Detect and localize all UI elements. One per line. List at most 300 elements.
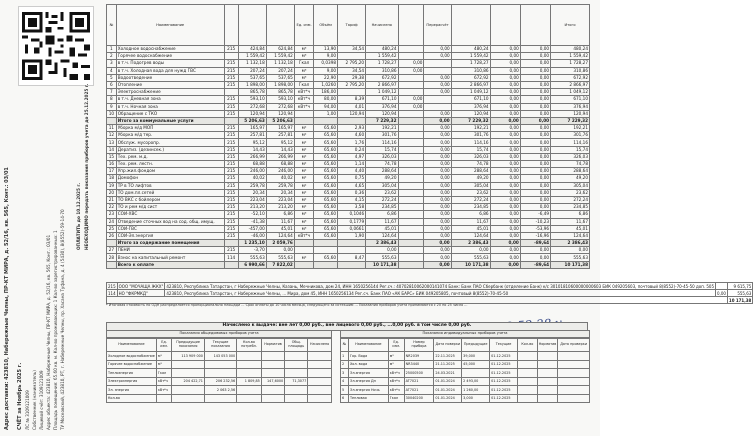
table-cell (338, 247, 366, 254)
table-cell (204, 394, 236, 403)
table-cell: 0,00 (520, 182, 550, 189)
table-cell: 305,04 (451, 182, 490, 189)
table-cell: -89,64 (520, 261, 550, 268)
table-cell: 165,97 (266, 125, 294, 132)
footnotes: * Итоговая стоимость по ОДН распределяется пропорционально площади ... Срок оплаты до 10 числа месяца, следующего за истекшим ... Показания приборов учета принимаются с 20 по 25 число ... (106, 303, 468, 307)
table-cell: 14,43 (266, 146, 294, 153)
table-cell: м² (294, 132, 313, 139)
table-cell: 215 (224, 103, 238, 110)
table-cell: 0,00 (490, 218, 520, 225)
table-cell: 20,34 (238, 189, 266, 196)
table-cell: м² (294, 189, 313, 196)
table-cell: 0,00 (424, 117, 451, 124)
table-cell: 0,00 (490, 89, 520, 96)
table-cell: 1,0260 (314, 81, 338, 88)
table-cell: 1 235,10 (238, 240, 266, 247)
table-cell: Горячее водоснабжение (107, 360, 157, 369)
table-cell: 0,00 (424, 204, 451, 211)
table-cell (398, 254, 424, 261)
table-cell: 259,78 (266, 182, 294, 189)
table-cell: NR3440 (404, 360, 434, 369)
table-cell: 7 229,32 (551, 117, 590, 124)
table-row (107, 254, 590, 261)
table-cell (338, 89, 366, 96)
table-cell: 65,60 (314, 146, 338, 153)
table-cell: 9,00 (314, 67, 338, 74)
table-cell (204, 369, 236, 378)
table-cell: 0,00 (398, 60, 424, 67)
table-cell: СОИ-Эл.энергия (116, 232, 224, 239)
table-cell: 215 (224, 232, 238, 239)
header-cell: Общ. площадь (285, 339, 308, 352)
table-cell: 0,00 (490, 232, 520, 239)
header-cell: Начислено (366, 5, 398, 46)
table-cell: 0,00 (424, 189, 451, 196)
individual-meters-section (340, 330, 590, 403)
table-cell: 326,03 (366, 153, 398, 160)
table-cell: 624,84 (266, 46, 294, 53)
table-cell: Электроэнергия (107, 377, 157, 386)
table-cell: 0,00 (520, 168, 550, 175)
table-cell: 215 (224, 225, 238, 232)
table-cell: 65,60 (314, 196, 338, 203)
accrual-notice: Начислено к выдаче: вне лет 0,00 руб., вне лицевого 0,00 руб., ...0,00 руб. в том числе 0,00 руб. (106, 322, 588, 331)
table-cell: 4,65 (338, 182, 366, 189)
table-cell (224, 89, 238, 96)
table-cell: м³ (294, 46, 313, 53)
table-cell (107, 240, 117, 247)
table-cell: 74,78 (551, 161, 590, 168)
table-cell: 16 (107, 161, 117, 168)
table-cell: 165,97 (238, 125, 266, 132)
table-cell (237, 369, 262, 378)
table-cell: 301,76 (551, 132, 590, 139)
table-cell: м² (294, 153, 313, 160)
table-cell: 424,84 (238, 46, 266, 53)
table-row (107, 161, 590, 168)
table-cell: 0,00 (520, 103, 550, 110)
table-cell: в т.ч. Подогрев воды (116, 60, 224, 67)
table-cell: 7 (107, 89, 117, 96)
table-cell: 11,67 (451, 218, 490, 225)
table-cell: 215 (224, 247, 238, 254)
table-cell: 215 (224, 46, 238, 53)
table-cell: м³ (294, 67, 313, 74)
table-row (107, 175, 590, 182)
table-cell: кВт*ч (294, 96, 313, 103)
table-cell: Домофон (116, 175, 224, 182)
table-cell: -89,64 (520, 240, 550, 247)
table-cell: 1,00 (314, 110, 338, 117)
table-cell: 13,90 (314, 46, 338, 53)
header-cell: Наименование (348, 339, 388, 352)
table-cell: Холодное водоснабжение (116, 46, 224, 53)
table-cell: 310,86 (366, 67, 398, 74)
table-cell: 1 559,42 (551, 53, 590, 60)
table-cell: 2 386,43 (366, 240, 398, 247)
table-cell: 26 (107, 232, 117, 239)
table-cell: 593,10 (266, 96, 294, 103)
provider-details: 423810, Республика Татарстан, г Набережные Челны, ... Мира, дом 45, ИНН 1650256134 Рег.сч. Банк ПАО «АК БАРС» БИК 049205805, почтовый 8(8552)-70-45-50 (165, 290, 716, 297)
table-cell (398, 89, 424, 96)
table-cell: 4 (341, 377, 349, 386)
header-cell: Дата проверки (558, 339, 590, 352)
table-cell: кВт*ч (156, 386, 171, 395)
table-cell: 120,94 (238, 110, 266, 117)
header-cell (238, 5, 266, 46)
table-cell: 3 (107, 60, 117, 67)
table-cell: м² (294, 125, 313, 132)
table-cell (261, 352, 284, 361)
table-cell: м³ (294, 53, 313, 60)
table-cell: 2 866,97 (451, 81, 490, 88)
header-cell: Дата поверки (434, 339, 462, 352)
table-cell: 65,60 (314, 175, 338, 182)
table-cell (517, 386, 537, 395)
table-row (107, 103, 590, 110)
table-cell: AT7021 (404, 377, 434, 386)
table-cell: 147,6000 (261, 377, 284, 386)
table-cell (398, 125, 424, 132)
table-cell: м³ (156, 352, 171, 361)
table-cell (224, 53, 238, 60)
table-cell: 0,00 (490, 53, 520, 60)
table-cell: Взнос на капитальный ремонт (116, 254, 224, 261)
table-cell: 11,67 (266, 218, 294, 225)
table-row (107, 182, 590, 189)
table-cell (398, 218, 424, 225)
table-cell: 0,00 (490, 74, 520, 81)
table-row (107, 218, 590, 225)
table-cell: 288,64 (551, 168, 590, 175)
table-cell: 7 229,32 (451, 117, 490, 124)
table-cell: 0,00 (490, 196, 520, 203)
table-row (107, 189, 590, 196)
table-cell: 6,86 (266, 211, 294, 218)
table-cell: 23,62 (551, 189, 590, 196)
table-cell: Эл.энергия Ночь (348, 386, 388, 395)
table-cell: 0,00 (520, 153, 550, 160)
table-cell: Упр.жил.фондом (116, 168, 224, 175)
table-cell: Всего к оплате (116, 261, 224, 268)
common-meters-header (107, 339, 332, 352)
table-cell: 192,21 (551, 125, 590, 132)
table-cell (537, 394, 558, 403)
table-cell: 0,00 (424, 254, 451, 261)
table-row (107, 139, 590, 146)
vertical-note: НЕОБХОДИМО передать показания приборов учета до 25.12.2025 г. (84, 83, 89, 250)
table-cell: м³ (294, 211, 313, 218)
header-cell: Норматив (537, 339, 558, 352)
table-row (341, 386, 590, 395)
table-cell: 0,00 (424, 211, 451, 218)
table-cell: 1 132,18 (266, 60, 294, 67)
table-cell: 204 422,71 (172, 377, 205, 386)
table-row (107, 60, 590, 67)
table-cell: 1 (341, 352, 349, 361)
table-cell: 1 728,27 (366, 60, 398, 67)
table-cell: 0,00 (520, 60, 550, 67)
table-cell: 215 (224, 218, 238, 225)
table-cell: 0,00 (490, 96, 520, 103)
table-row (107, 261, 590, 268)
table-cell: 10 171,38 (551, 261, 590, 268)
table-row (107, 369, 332, 378)
table-cell: 1 049,12 (366, 89, 398, 96)
table-cell: 1 559,42 (366, 53, 398, 60)
table-cell: 555,63 (266, 254, 294, 261)
table-cell: 19 (107, 182, 117, 189)
table-cell: 124,64 (266, 232, 294, 239)
table-row (107, 386, 332, 395)
table-cell: м³ (388, 360, 404, 369)
table-row (107, 132, 590, 139)
table-cell (398, 110, 424, 117)
table-cell: 215 (224, 161, 238, 168)
table-cell: 0,00 (520, 110, 550, 117)
header-cell: № (107, 5, 117, 46)
table-cell: 01.01.2024 (434, 377, 462, 386)
table-cell: 01.12.2025 (490, 360, 518, 369)
table-cell: Тех. рем. м.д. (116, 153, 224, 160)
table-cell: 65,60 (314, 161, 338, 168)
table-cell: -41,38 (238, 218, 266, 225)
table-cell: 671,10 (451, 96, 490, 103)
header-cell (490, 5, 520, 46)
table-cell: 0,00 (520, 96, 550, 103)
table-cell: 7 229,32 (366, 117, 398, 124)
table-cell: 65,60 (314, 232, 338, 239)
table-row (107, 225, 590, 232)
table-cell: 215 (224, 125, 238, 132)
table-cell: 246,00 (238, 168, 266, 175)
table-cell: -16,96 (520, 232, 550, 239)
header-cell: Ед. изм. (388, 339, 404, 352)
table-cell: 15,74 (366, 146, 398, 153)
table-cell (294, 240, 313, 247)
table-cell: 215 (224, 74, 238, 81)
table-cell: 65,60 (314, 225, 338, 232)
table-cell: 0,00 (424, 81, 451, 88)
table-cell: 310,86 (451, 67, 490, 74)
table-cell: 1 809,85 (237, 377, 262, 386)
table-cell: Гкал (388, 394, 404, 403)
table-cell: 207,24 (238, 67, 266, 74)
header-cell: Номер прибора (404, 339, 434, 352)
table-cell: 2 866,97 (551, 81, 590, 88)
table-cell: 0,00 (424, 153, 451, 160)
table-cell: 288,64 (366, 168, 398, 175)
provider-sum-label (716, 283, 728, 290)
table-cell: ТО и рем м/д сист (116, 204, 224, 211)
table-cell: 272,24 (451, 196, 490, 203)
table-cell: 01.01.2024 (434, 394, 462, 403)
table-cell: 65,60 (314, 153, 338, 160)
table-cell: 0,00 (520, 89, 550, 96)
table-cell: 223,04 (238, 196, 266, 203)
header-cell (398, 5, 424, 46)
table-cell: 3,58 (338, 204, 366, 211)
table-cell (424, 60, 451, 67)
table-cell: 120,94 (266, 110, 294, 117)
table-row (341, 352, 590, 361)
table-cell: 39,000 (462, 352, 490, 361)
table-cell: 45,01 (551, 225, 590, 232)
table-cell: 310,86 (551, 67, 590, 74)
table-cell (462, 369, 490, 378)
table-cell: 11,67 (366, 218, 398, 225)
table-cell: м³ (294, 225, 313, 232)
table-cell: 0,00 (366, 247, 398, 254)
table-cell: 266,99 (266, 153, 294, 160)
table-row (107, 117, 590, 124)
table-cell: 671,10 (551, 96, 590, 103)
header-cell (451, 5, 490, 46)
table-cell: 4,40 (338, 168, 366, 175)
table-cell: 4,60 (338, 132, 366, 139)
table-cell: 0,00 (424, 125, 451, 132)
table-cell (224, 117, 238, 124)
table-cell: в т.ч. Ночная зона (116, 103, 224, 110)
table-cell: 0,0398 (314, 60, 338, 67)
table-cell (558, 352, 590, 361)
table-row (107, 146, 590, 153)
table-cell (398, 153, 424, 160)
table-cell: 301,76 (366, 132, 398, 139)
table-cell (308, 394, 332, 403)
table-cell: 27 (107, 247, 117, 254)
table-cell: 555,63 (366, 254, 398, 261)
table-cell (517, 360, 537, 369)
table-cell: 215 (224, 110, 238, 117)
table-cell: 65,60 (314, 125, 338, 132)
table-cell: 71,3077 (285, 377, 308, 386)
table-cell: 95,12 (238, 139, 266, 146)
table-cell: 0,00 (424, 196, 451, 203)
table-cell: 15 (107, 153, 117, 160)
table-cell: 0,00 (520, 254, 550, 261)
table-cell: 10 171,38 (451, 261, 490, 268)
table-cell (224, 240, 238, 247)
table-cell: 0,00 (424, 240, 451, 247)
provider-name: ООО "МОЧАЩА ЖКХ" (118, 283, 164, 289)
table-cell: 0,00 (451, 247, 490, 254)
table-cell: 213,20 (238, 204, 266, 211)
table-cell: Горячее водоснабжение (116, 53, 224, 60)
table-cell (517, 377, 537, 386)
table-cell: 2 059,76 (266, 240, 294, 247)
table-cell: 11 (107, 125, 117, 132)
table-cell (314, 247, 338, 254)
header-cell: Объём (314, 5, 338, 46)
table-cell: 14 (107, 146, 117, 153)
table-cell: 65,60 (314, 168, 338, 175)
table-cell (398, 261, 424, 268)
qr-code (18, 6, 94, 86)
header-cell (520, 5, 550, 46)
table-cell: 0,00 (424, 132, 451, 139)
table-cell: 2 (107, 53, 117, 60)
table-cell: 9,00 (314, 53, 338, 60)
table-cell (517, 369, 537, 378)
table-cell: 326,03 (451, 153, 490, 160)
table-cell: 0,00 (490, 60, 520, 67)
table-cell: 1 728,27 (551, 60, 590, 67)
table-cell: 192,21 (366, 125, 398, 132)
table-cell (294, 110, 313, 117)
table-cell (398, 204, 424, 211)
table-cell: 0,00 (490, 168, 520, 175)
table-cell: 01.01.2024 (434, 386, 462, 395)
table-cell: 23,62 (451, 189, 490, 196)
vertical-org: ТУ Московский, 423810, РТ, г. Набережные Челны, пр. Хасана Туфана, д. 4 (5430), 8(8552)-59-14-70 (60, 209, 65, 430)
table-cell: м³ (294, 218, 313, 225)
table-cell: Итого за содержание помещения (116, 240, 224, 247)
table-cell: 0,00 (424, 110, 451, 117)
table-cell (237, 386, 262, 395)
table-cell: 65,60 (314, 182, 338, 189)
table-cell: м² (294, 161, 313, 168)
table-cell: Отведение сточных вод на сод. общ. имущ. (116, 218, 224, 225)
table-cell: кВт*ч (388, 369, 404, 378)
table-cell: 0,00 (424, 161, 451, 168)
table-cell (558, 394, 590, 403)
table-cell: 0,00 (490, 67, 520, 74)
table-cell: 0,00 (490, 211, 520, 218)
table-cell: 0,00 (398, 67, 424, 74)
header-cell: Наименование (116, 5, 224, 46)
table-cell: Гор. Вода (348, 352, 388, 361)
table-cell: 0,00 (424, 247, 451, 254)
table-cell (398, 117, 424, 124)
table-cell: 234,85 (366, 204, 398, 211)
table-cell (294, 117, 313, 124)
table-cell: 2 386,43 (551, 240, 590, 247)
table-row (341, 369, 590, 378)
table-cell: 28 (107, 254, 117, 261)
table-cell: Уборка м/д МОП (116, 125, 224, 132)
table-cell: 0,00 (520, 139, 550, 146)
individual-meters-caption: Показания индивидуальных приборов учета (340, 330, 590, 338)
provider-sum: 555,63 (727, 290, 752, 297)
table-cell: 671,10 (366, 96, 398, 103)
table-cell: 65,60 (314, 189, 338, 196)
table-cell: 49,20 (551, 175, 590, 182)
table-cell: 1 (107, 46, 117, 53)
table-cell: 29,38 (338, 74, 366, 81)
charges-header-row (107, 5, 590, 46)
table-cell: -46,00 (238, 232, 266, 239)
table-row (341, 360, 590, 369)
common-meters-table (106, 338, 332, 403)
table-cell: 215 (224, 189, 238, 196)
vertical-personal: Лицевой счёт: 3109121009 (39, 370, 44, 430)
table-cell: 113 909 000 (172, 352, 205, 361)
table-cell (172, 394, 205, 403)
table-cell (517, 394, 537, 403)
table-cell: -3,70 (238, 247, 266, 254)
table-cell: 8,39 (338, 96, 366, 103)
table-cell: Теплоэнергия (107, 369, 157, 378)
table-cell: 23 (107, 211, 117, 218)
table-cell (398, 182, 424, 189)
table-cell: 0,00 (520, 196, 550, 203)
table-cell: 01.12.2025 (490, 394, 518, 403)
table-cell: м³ (294, 74, 313, 81)
table-cell: Тепловая (348, 394, 388, 403)
table-cell (261, 386, 284, 395)
table-cell: 80,00 (314, 96, 338, 103)
